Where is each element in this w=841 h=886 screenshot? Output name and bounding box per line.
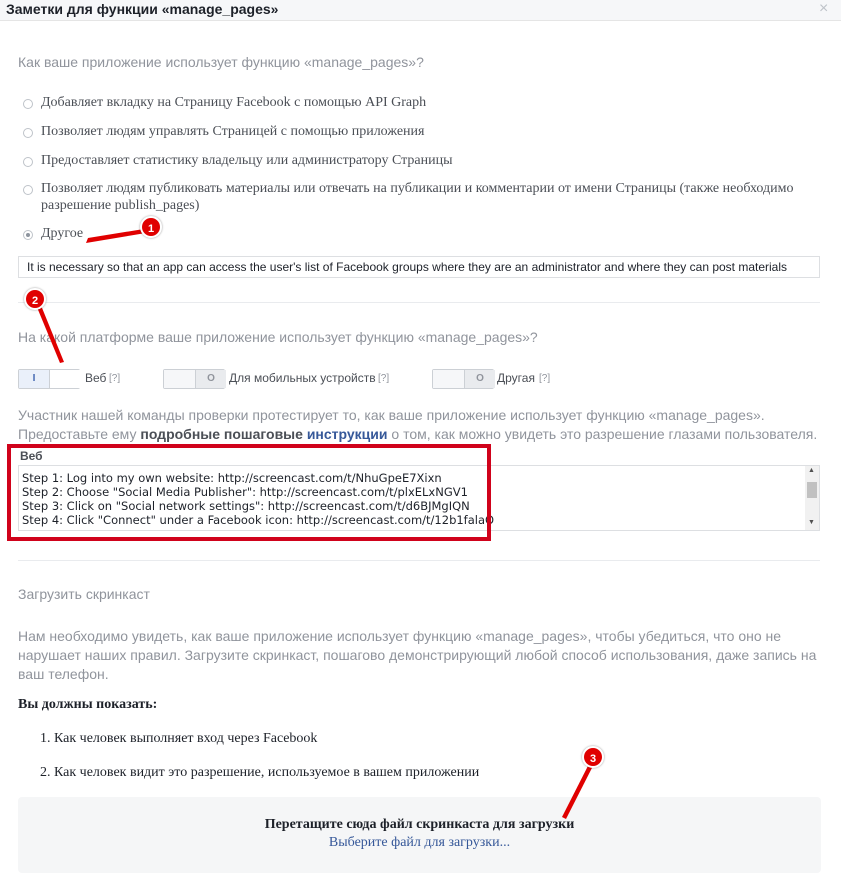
must-show-heading: Вы должны показать:: [18, 697, 158, 712]
step-line: Step 3: Click on "Social network settings": http://screencast.com/t/d6BJMgIQN: [22, 499, 470, 513]
toggle-web-state: I: [19, 370, 50, 388]
option-label-3: Предоставляет статистику владельцу или администратору Страницы: [41, 153, 453, 168]
toggle-mobile-label: Для мобильных устройств: [229, 371, 376, 385]
toggle-mobile-state: O: [195, 370, 226, 388]
close-icon[interactable]: ×: [819, 0, 829, 17]
option-label-4-line2: разрешение publish_pages): [41, 198, 200, 213]
step-line: Step 1: Log into my own website: http://screencast.com/t/NhuGpeE7Xixn: [22, 471, 442, 485]
option-label-other: Другое: [41, 226, 84, 241]
annotation-badge-1: 1: [140, 216, 162, 238]
annotation-badge-3: 3: [582, 746, 604, 768]
help-icon[interactable]: [?]: [539, 373, 551, 384]
scroll-up-icon[interactable]: ▲: [808, 467, 815, 474]
option-label-2: Позволяет людям управлять Страницей с помощью приложения: [41, 124, 425, 139]
usage-question: Как ваше приложение использует функцию «manage_pages»?: [18, 54, 424, 70]
screencast-para-3: ваш телефон.: [18, 666, 109, 682]
screencast-para-1: Нам необходимо увидеть, как ваше приложение использует функцию «manage_pages», чтобы убедиться, что оно не: [18, 628, 782, 644]
toggle-other-label: Другая: [497, 371, 535, 385]
step-line: Step 2: Choose "Social Media Publisher": http://screencast.com/t/plxELxNGV1: [22, 485, 468, 499]
step-line: Step 4: Click "Connect" under a Facebook icon: http://screencast.com/t/12b1falaO: [22, 513, 495, 527]
help-icon[interactable]: [?]: [378, 373, 390, 384]
annotation-badge-2: 2: [24, 288, 46, 310]
help-icon[interactable]: [?]: [109, 373, 121, 384]
dialog-title: Заметки для функции «manage_pages»: [6, 1, 279, 17]
platform-question: На какой платформе ваше приложение использует функцию «manage_pages»?: [18, 329, 538, 345]
choose-file-link[interactable]: Выберите файл для загрузки...: [328, 835, 511, 850]
toggle-other-state: O: [464, 370, 495, 388]
scroll-down-icon[interactable]: ▼: [808, 519, 815, 526]
instructions-link[interactable]: инструкции: [306, 426, 388, 442]
instructions-line-2: Предоставьте ему подробные пошаговые инструкции о том, как можно увидеть это разрешение глазами пользователя.: [18, 426, 818, 442]
screencast-heading: Загрузить скринкаст: [18, 586, 150, 602]
option-label-4: Позволяет людям публиковать материалы или отвечать на публикации и комментарии от имени Страницы (также необходимо: [41, 181, 794, 196]
web-instructions-label: Веб: [20, 449, 43, 463]
requirement-item: 1. Как человек выполняет вход через Facebook: [40, 731, 318, 746]
screencast-para-2: нарушает наших правил. Загрузите скринкаст, пошагово демонстрирующий любой способ использования, даже запись на: [18, 647, 817, 663]
option-label-1: Добавляет вкладку на Страницу Facebook с помощью API Graph: [41, 95, 427, 110]
instructions-line-1: Участник нашей команды проверки протестирует то, как ваше приложение использует функцию «manage_pages».: [18, 407, 765, 423]
requirement-item: 2. Как человек видит это разрешение, используемое в вашем приложении: [40, 765, 480, 780]
dropzone-title: Перетащите сюда файл скринкаста для загрузки: [264, 817, 575, 832]
toggle-web-label: Веб: [85, 371, 107, 385]
other-usage-input[interactable]: It is necessary so that an app can access the user's list of Facebook groups where they are an administrator and where they can post materials: [18, 256, 820, 278]
